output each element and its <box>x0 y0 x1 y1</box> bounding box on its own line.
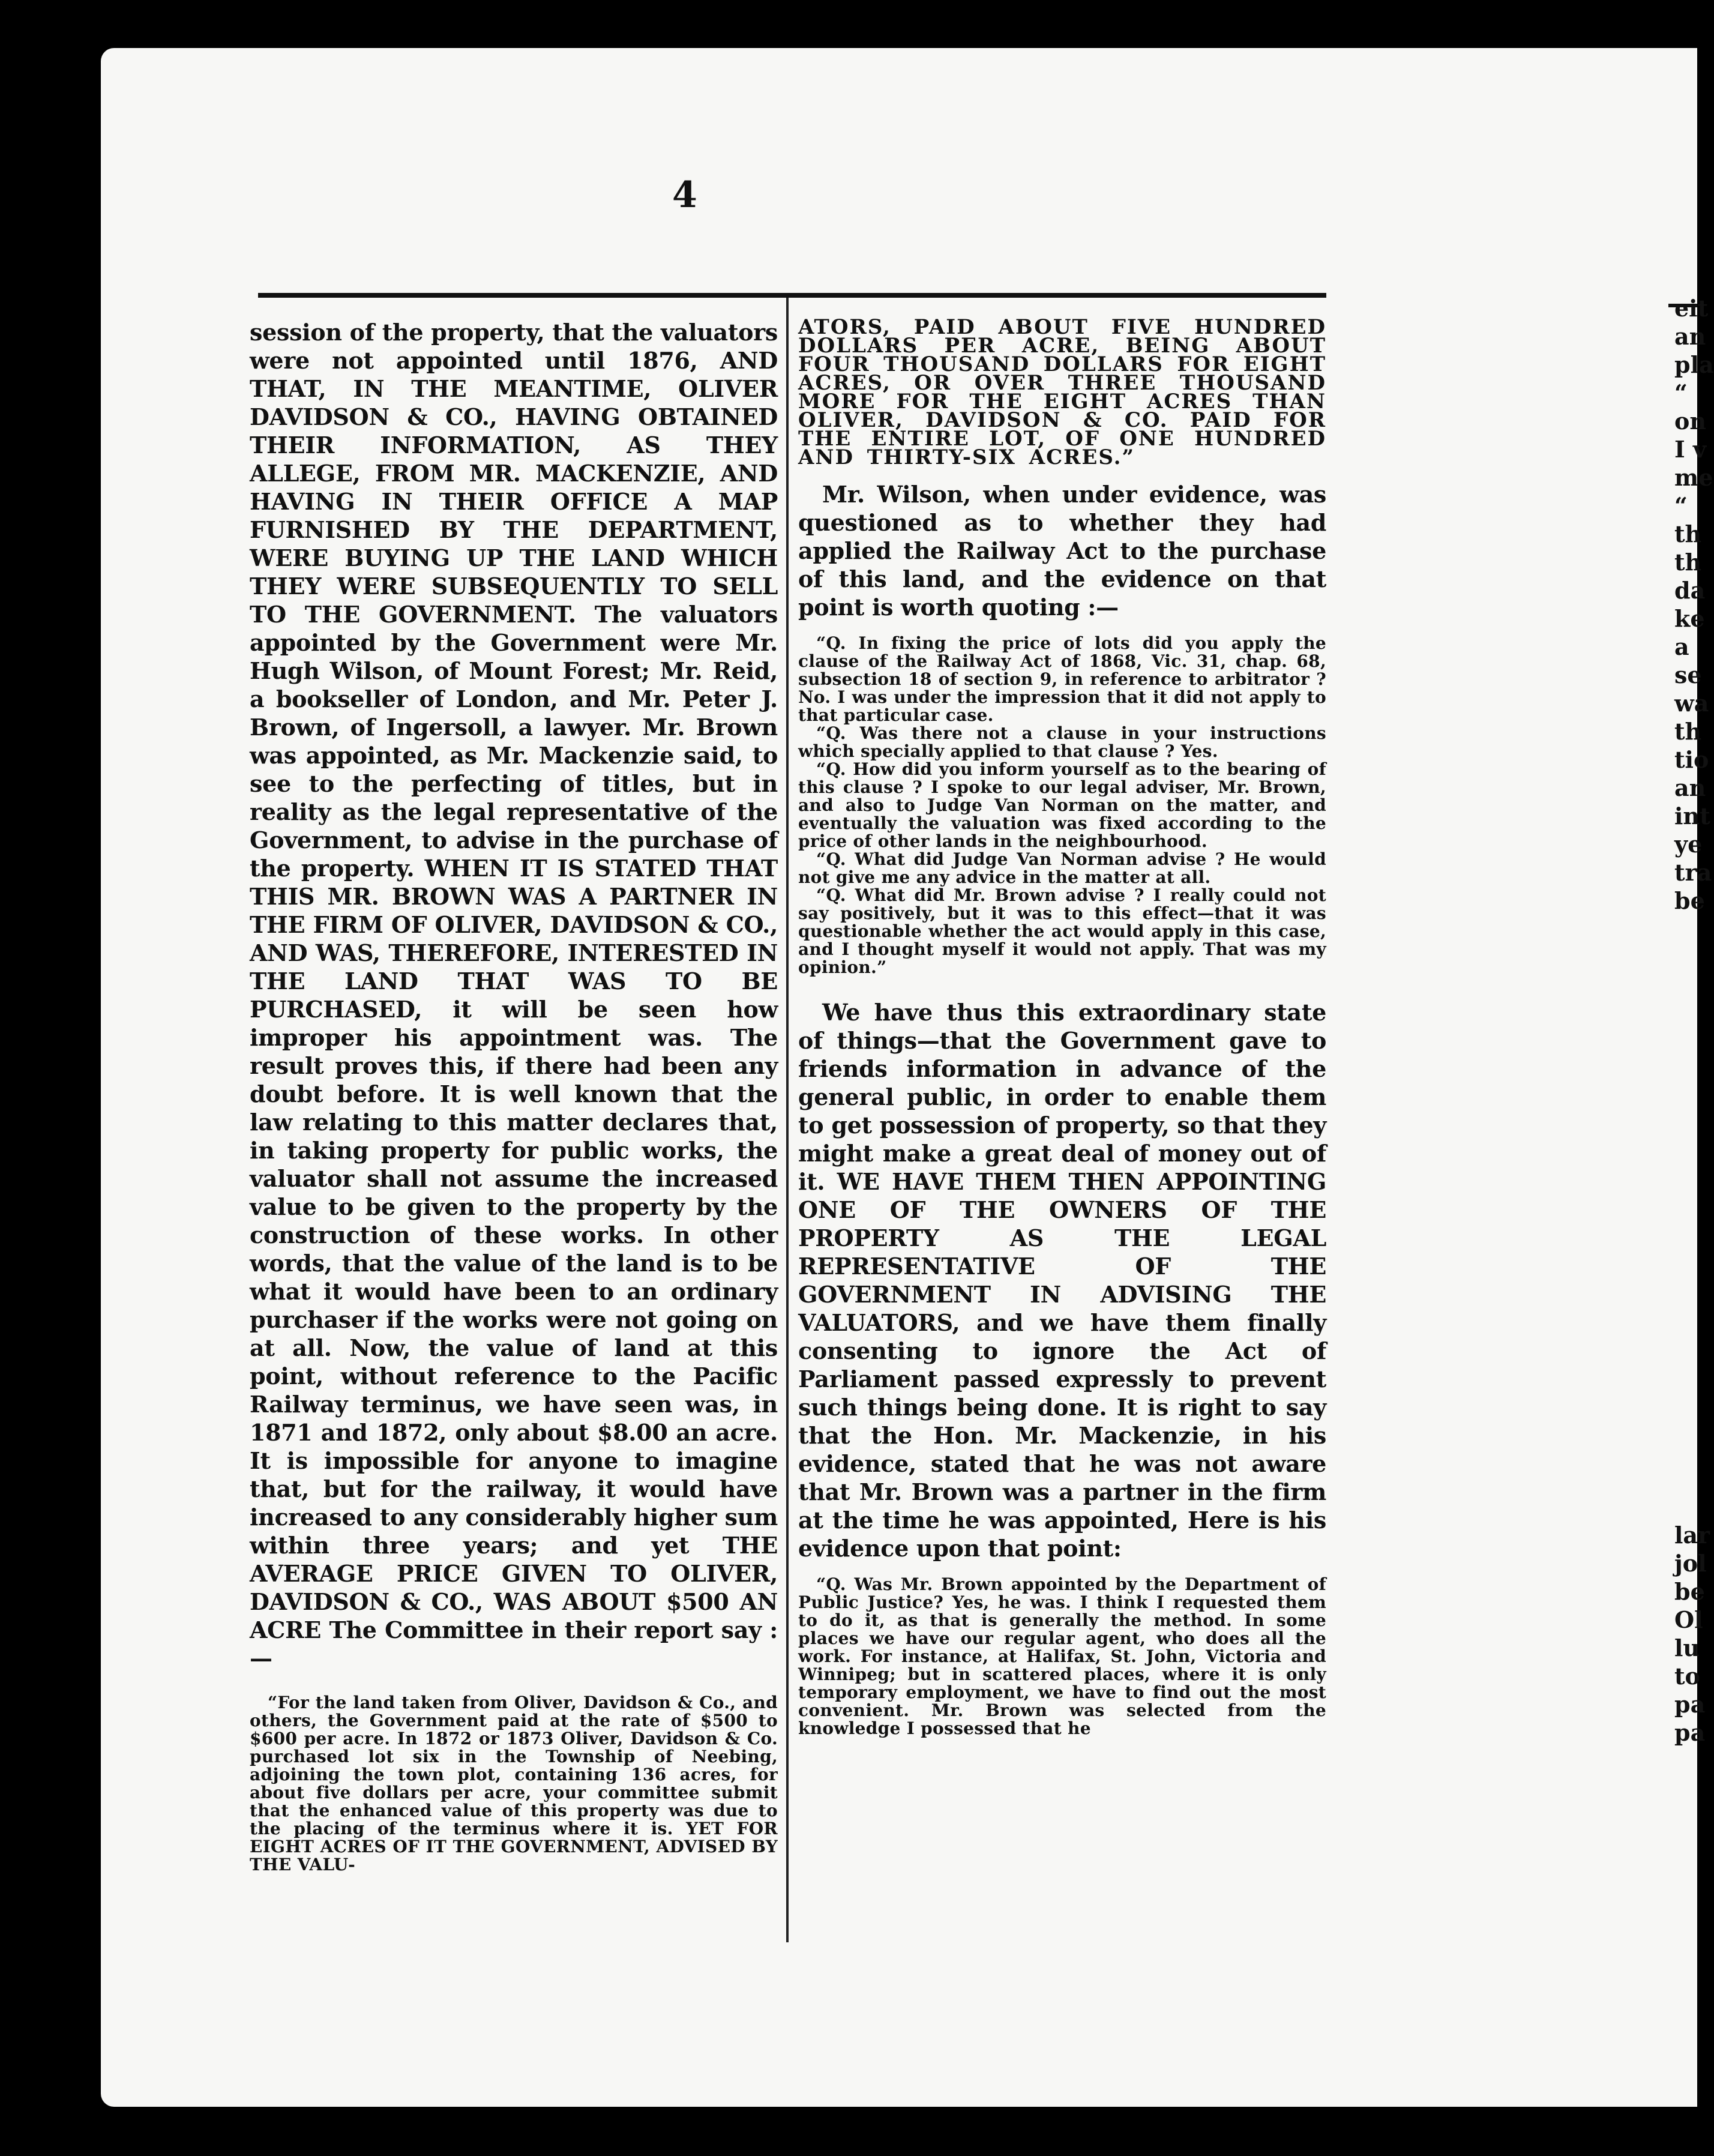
fragment: a <box>1674 633 1689 660</box>
fragment: pa <box>1674 1691 1706 1718</box>
fragment: me <box>1674 464 1713 491</box>
fragment: se <box>1674 661 1702 688</box>
fragment: be <box>1674 1578 1705 1605</box>
mackenzie-evidence-quote <box>798 1576 1326 1738</box>
fragment: tra <box>1674 859 1712 886</box>
fragment: “ <box>1674 379 1688 406</box>
fragment: ke <box>1674 605 1705 632</box>
fragment: to <box>1674 1663 1700 1690</box>
fragment: “ <box>1674 492 1688 519</box>
fragment: th <box>1674 520 1702 547</box>
next-page-top-fragments <box>1674 294 1714 915</box>
qa-item: “Q. What did Mr. Brown advise ? I really could not say positively, but it was to this effect—that it was questionable whether the act would apply in this case, and I thought myself it would not apply. That was my opinion.” <box>798 885 1326 977</box>
fragment: ye <box>1674 831 1703 858</box>
qa-item: “Q. How did you inform yourself as to the bearing of this clause ? I spoke to our legal adviser, Mr. Brown, and also to Judge Van Norman on the matter, and eventually the valuation was fixed according to the price of other lands in the neighbourhood. <box>798 759 1326 851</box>
fragment: lar <box>1674 1522 1710 1549</box>
next-page-edge-text <box>1674 294 1714 1951</box>
fragment: wa <box>1674 690 1709 717</box>
caps-continuation: ATORS, PAID ABOUT FIVE HUNDRED DOLLARS PER ACRE, BEING ABOUT FOUR THOUSAND DOLLARS FOR EIGHT ACRES, OR OVER THREE THOUSAND MORE FOR THE EIGHT ACRES THAN OLIVER, DAVIDSON & CO. PAID FOR THE ENTIRE LOT, OF ONE HUNDRED AND THIRTY-SIX ACRES.” <box>798 315 1326 469</box>
fragment: an <box>1674 323 1706 350</box>
left-column <box>250 318 778 1939</box>
right-column <box>798 315 1326 1939</box>
fragment: eit <box>1674 295 1709 322</box>
qa-item: “Q. Was there not a clause in your instructions which specially applied to that clause ? Yes. <box>798 723 1326 761</box>
fragment: int <box>1674 802 1710 830</box>
fragment: pa <box>1674 1719 1706 1746</box>
next-page-bottom-fragments <box>1674 1521 1710 1747</box>
committee-quote-text: “For the land taken from Oliver, Davidson & Co., and others, the Government paid at the rate of $500 to $600 per acre. In 1872 or 1873 Oliver, Davidson & Co. purchased lot six in the Township of Neebing, adjoining the town plot, containing 136 acres, for about five dollars per acre, your committee submit that the enhanced value of this property was due to the placing of the terminus where it is. YET FOR EIGHT ACRES OF IT THE GOVERNMENT, ADVISED BY THE VALU- <box>250 1693 778 1874</box>
header-rule <box>258 293 1326 298</box>
fragment: pla <box>1674 351 1714 378</box>
fragment: da <box>1674 577 1706 604</box>
column-divider <box>786 298 789 1942</box>
page-number: 4 <box>672 174 697 216</box>
qa-item: “Q. In fixing the price of lots did you apply the clause of the Railway Act of 1868, Vic. 31, chap. 68, subsection 18 of section 9, in reference to arbitrator ? No. I was under the impression that it did not apply to that particular case. <box>798 633 1326 725</box>
fragment: tio <box>1674 746 1709 773</box>
extraordinary-state-paragraph: We have thus this extraordinary state of things—that the Government gave to friends information in advance of the general public, in order to enable them to get possession of property, so that they might make a great deal of money out of it. WE HAVE THEM THEN APPOINTING ONE OF THE OWNERS OF THE PROPERTY AS THE LEGAL REPRESENTATIVE OF THE GOVERNMENT IN ADVISING THE VALUATORS, and we have them finally consenting to ignore the Act of Parliament passed expressly to prevent such things being done. It is right to say that the Hon. Mr. Mackenzie, in his evidence, stated that he was not aware that Mr. Brown was a partner in the firm at the time he was appointed, Here is his evidence upon that point: <box>798 999 1326 1562</box>
fragment: be <box>1674 887 1705 914</box>
wilson-paragraph: Mr. Wilson, when under evidence, was questioned as to whether they had applied the Railway Act to the purchase of this land, and the evidence on that point is worth quoting :— <box>798 481 1326 621</box>
left-body-paragraph: session of the property, that the valuators were not appointed until 1876, AND THAT, IN THE MEANTIME, OLIVER DAVIDSON & CO., HAVING OBTAINED THEIR INFORMATION, AS THEY ALLEGE, FROM MR. MACKENZIE, AND HAVING IN THEIR OFFICE A MAP FURNISHED BY THE DEPARTMENT, WERE BUYING UP THE LAND WHICH THEY WERE SUBSEQUENTLY TO SELL TO THE GOVERNMENT. The valuators appointed by the Government were Mr. Hugh Wilson, of Mount Forest; Mr. Reid, a bookseller of London, and Mr. Peter J. Brown, of Ingersoll, a lawyer. Mr. Brown was appointed, as Mr. Mackenzie said, to see to the perfecting of titles, but in reality as the legal representative of the Government, to advise in the purchase of the property. WHEN IT IS STATED THAT THIS MR. BROWN WAS A PARTNER IN THE FIRM OF OLIVER, DAVIDSON & CO., AND WAS, THEREFORE, INTERESTED IN THE LAND THAT WAS TO BE PURCHASED, it will be seen how improper his appointment was. The result proves this, if there had been any doubt before. It is well known that the law relating to this matter declares that, in taking property for public works, the valuator shall not assume the increased value to be given to the property by the construction of these works. In other words, that the value of the land is to be what it would have been to an ordinary purchaser if the works were not going on at all. Now, the value of land at this point, without reference to the Pacific Railway terminus, we have seen was, in 1871 and 1872, only about $8.00 an acre. It is impossible for anyone to imagine that, but for the railway, it would have increased to any considerably higher sum within three years; and yet THE AVERAGE PRICE GIVEN TO OLIVER, DAVIDSON & CO., WAS ABOUT $500 AN ACRE The Committee in their report say :— <box>250 319 778 1672</box>
fragment: jol <box>1674 1550 1707 1577</box>
fragment: lu <box>1674 1634 1700 1661</box>
fragment: an <box>1674 774 1706 801</box>
qa-item: “Q. What did Judge Van Norman advise ? He would not give me any advice in the matter at all. <box>798 849 1326 887</box>
fragment: Ol <box>1674 1606 1703 1633</box>
wilson-evidence-quote <box>798 634 1326 977</box>
fragment: th <box>1674 549 1702 576</box>
mackenzie-quote-text: “Q. Was Mr. Brown appointed by the Department of Public Justice? Yes, he was. I think I requested them to do it, as that is generally the method. In some places we have our regular agent, who does all the work. For instance, at Halifax, St. John, Victoria and Winnipeg; but in scattered places, where it is only temporary employment, we have to find out the most convenient. Mr. Brown was selected from the knowledge I possessed that he <box>798 1574 1326 1738</box>
fragment: on <box>1674 408 1706 435</box>
fragment: th <box>1674 718 1702 745</box>
fragment: I v <box>1674 436 1707 463</box>
committee-report-quote <box>250 1694 778 1874</box>
